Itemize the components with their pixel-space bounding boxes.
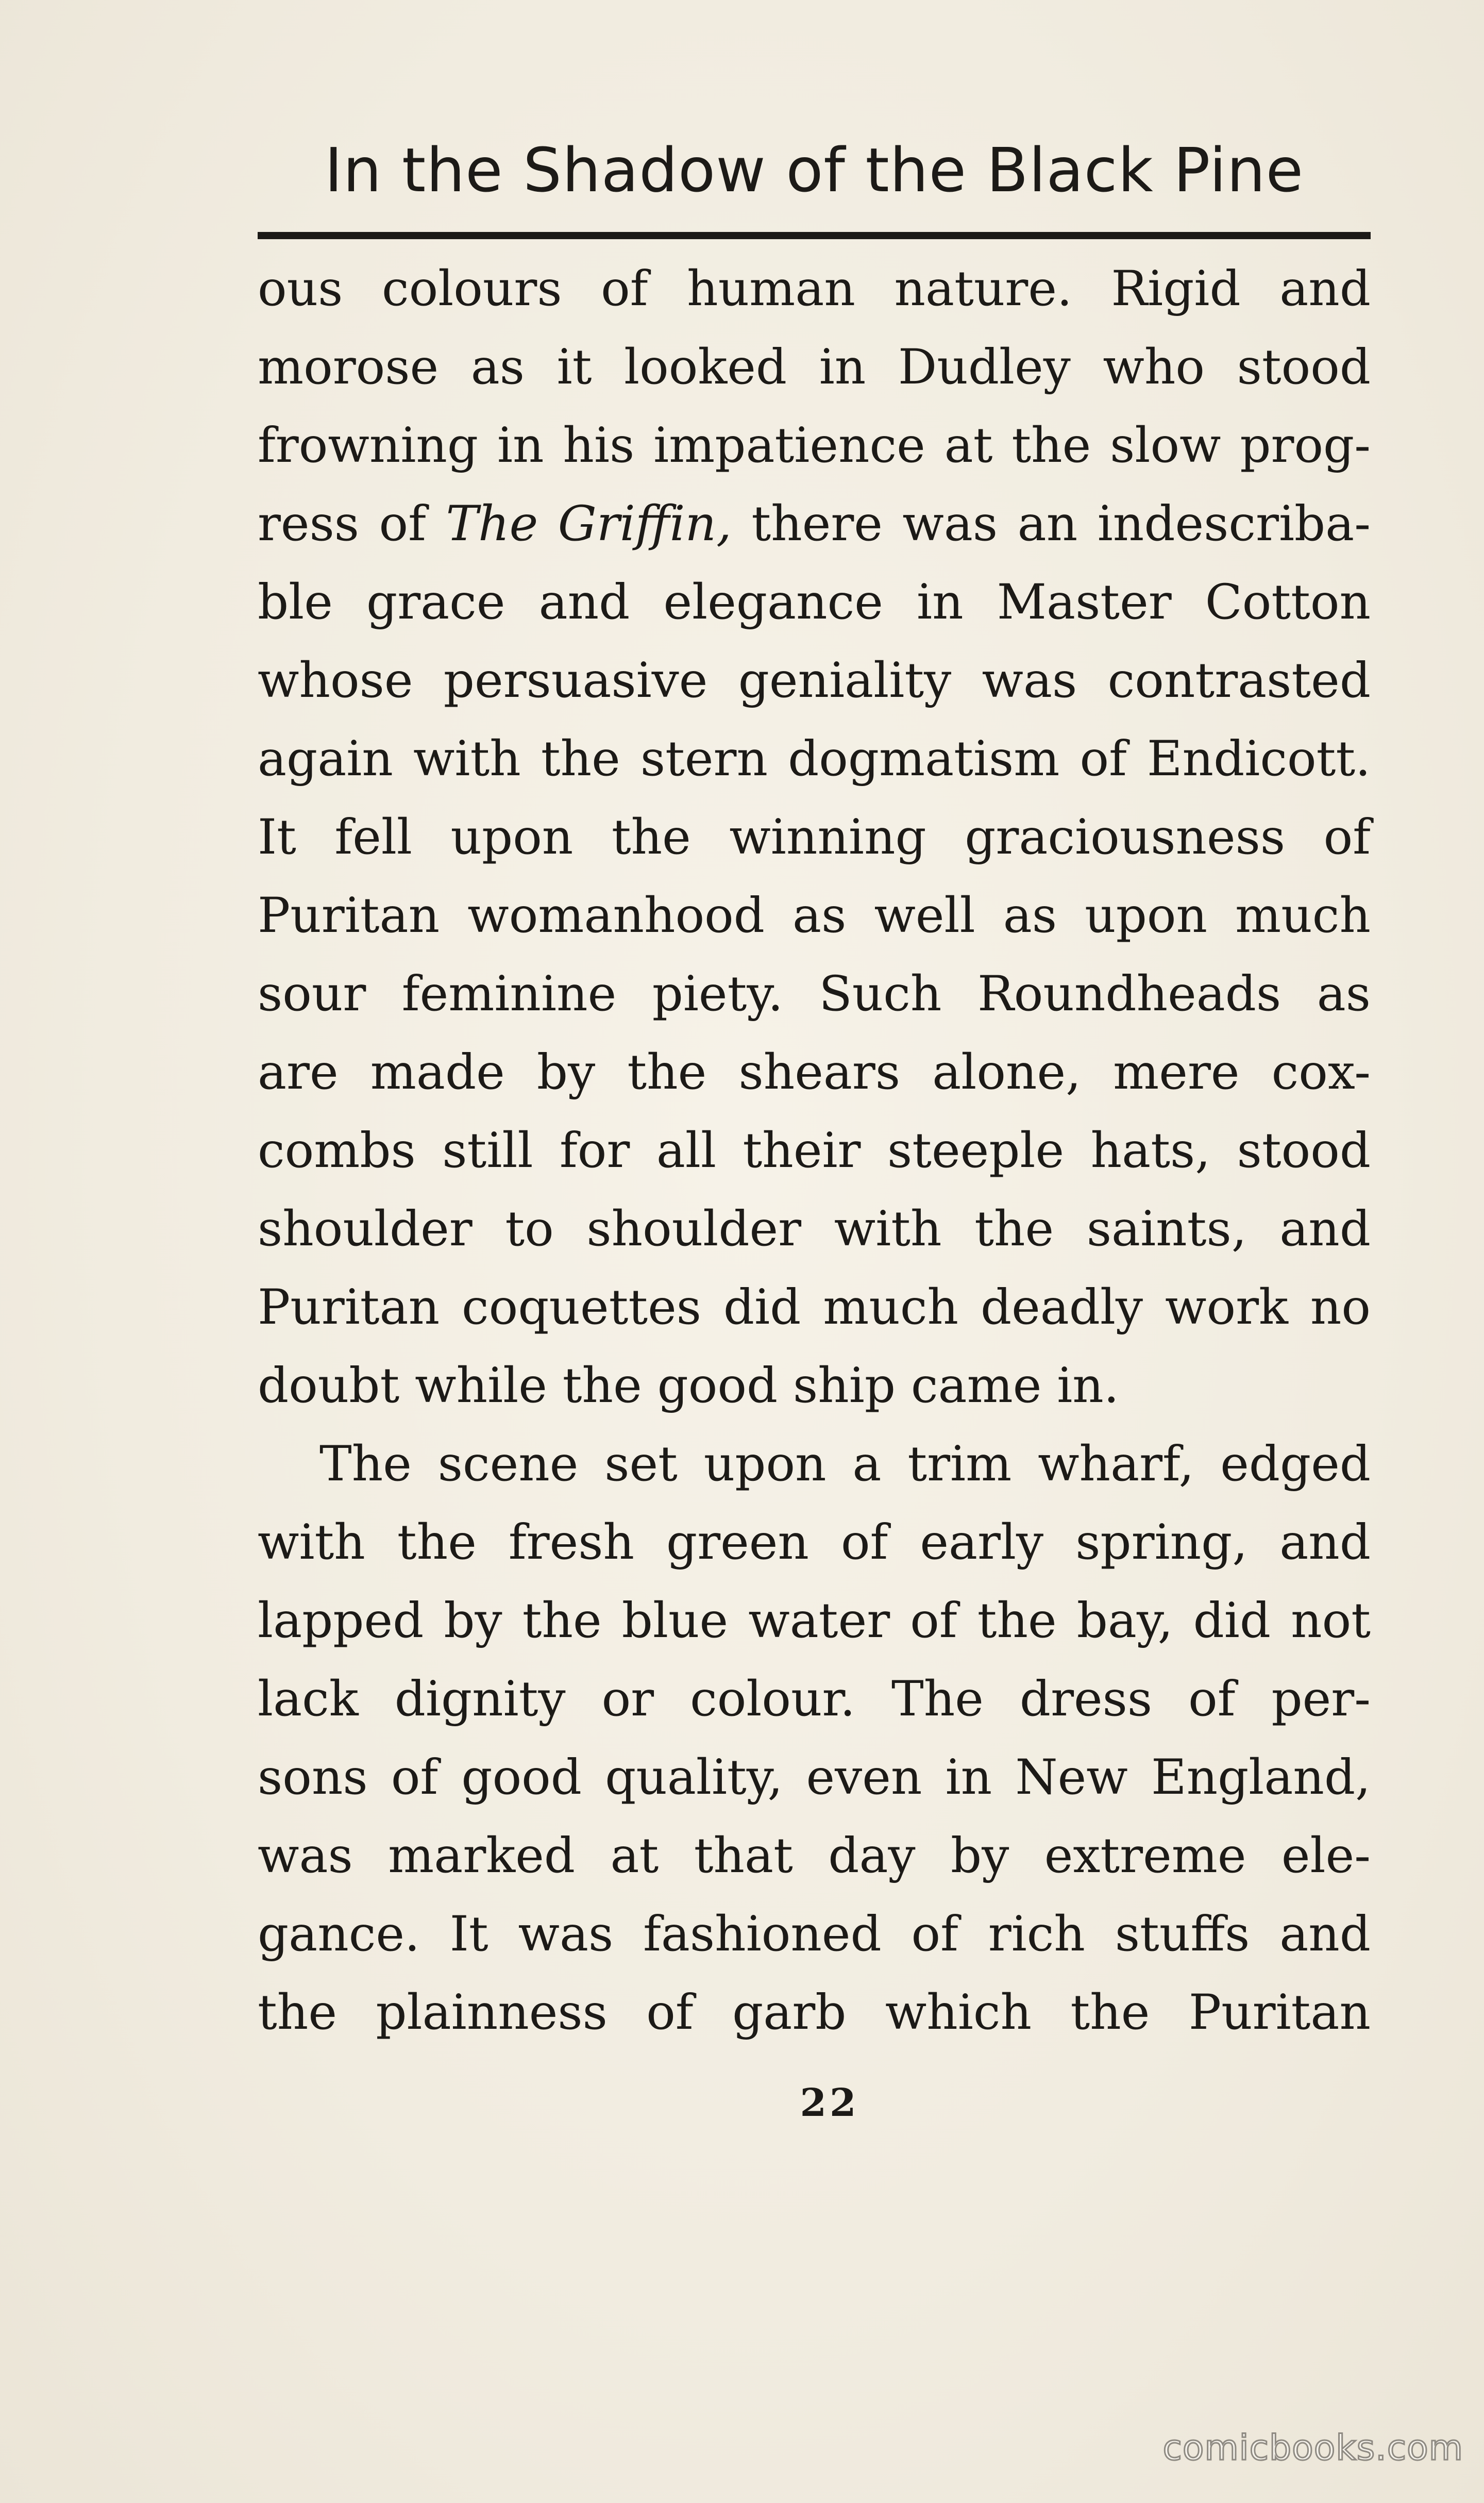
text-line: frowning in his impatience at the slow prog- [258, 418, 1371, 474]
text-line: sour feminine piety. Such Roundheads as [258, 966, 1371, 1022]
body-text [258, 250, 1371, 2052]
text-line: lapped by the blue water of the bay, did not [258, 1593, 1371, 1649]
text-line: lack dignity or colour. The dress of per- [258, 1671, 1371, 1727]
text-fragment: ress of [258, 496, 446, 552]
text-line: whose persuasive geniality was contrasted [258, 653, 1371, 709]
text-line: Puritan womanhood as well as upon much [258, 888, 1371, 944]
text-line: The scene set upon a trim wharf, edged [319, 1436, 1371, 1492]
text-line: morose as it looked in Dudley who stood [258, 339, 1371, 395]
text-line: It fell upon the winning graciousness of [258, 809, 1371, 865]
text-line: gance. It was fashioned of rich stuffs and [258, 1906, 1371, 1962]
text-line: ble grace and elegance in Master Cotton [258, 574, 1371, 630]
text-line: shoulder to shoulder with the saints, and [258, 1201, 1371, 1257]
text-line: ous colours of human nature. Rigid and [258, 261, 1371, 317]
text-line: doubt while the good ship came in. [258, 1358, 1119, 1414]
running-head: In the Shadow of the Black Pine [324, 135, 1304, 206]
text-line: sons of good quality, even in New England, [258, 1749, 1371, 1806]
text-line: was marked at that day by extreme ele- [258, 1828, 1371, 1884]
text-fragment: there was an indescriba- [731, 496, 1371, 552]
page-number: 22 [800, 2081, 859, 2125]
text-line: again with the stern dogmatism of Endicott. [258, 731, 1371, 787]
text-line: combs still for all their steeple hats, stood [258, 1123, 1371, 1179]
watermark: comicbooks.com [1162, 2428, 1463, 2468]
text-line-with-italic [258, 485, 1371, 563]
text-line: with the fresh green of early spring, and [258, 1514, 1371, 1571]
text-line: the plainness of garb which the Puritan [258, 1984, 1371, 2041]
ship-name-italic: The Griffin, [446, 496, 732, 552]
header-rule [258, 232, 1371, 239]
text-line: Puritan coquettes did much deadly work no [258, 1279, 1371, 1336]
text-line: are made by the shears alone, mere cox- [258, 1044, 1371, 1100]
